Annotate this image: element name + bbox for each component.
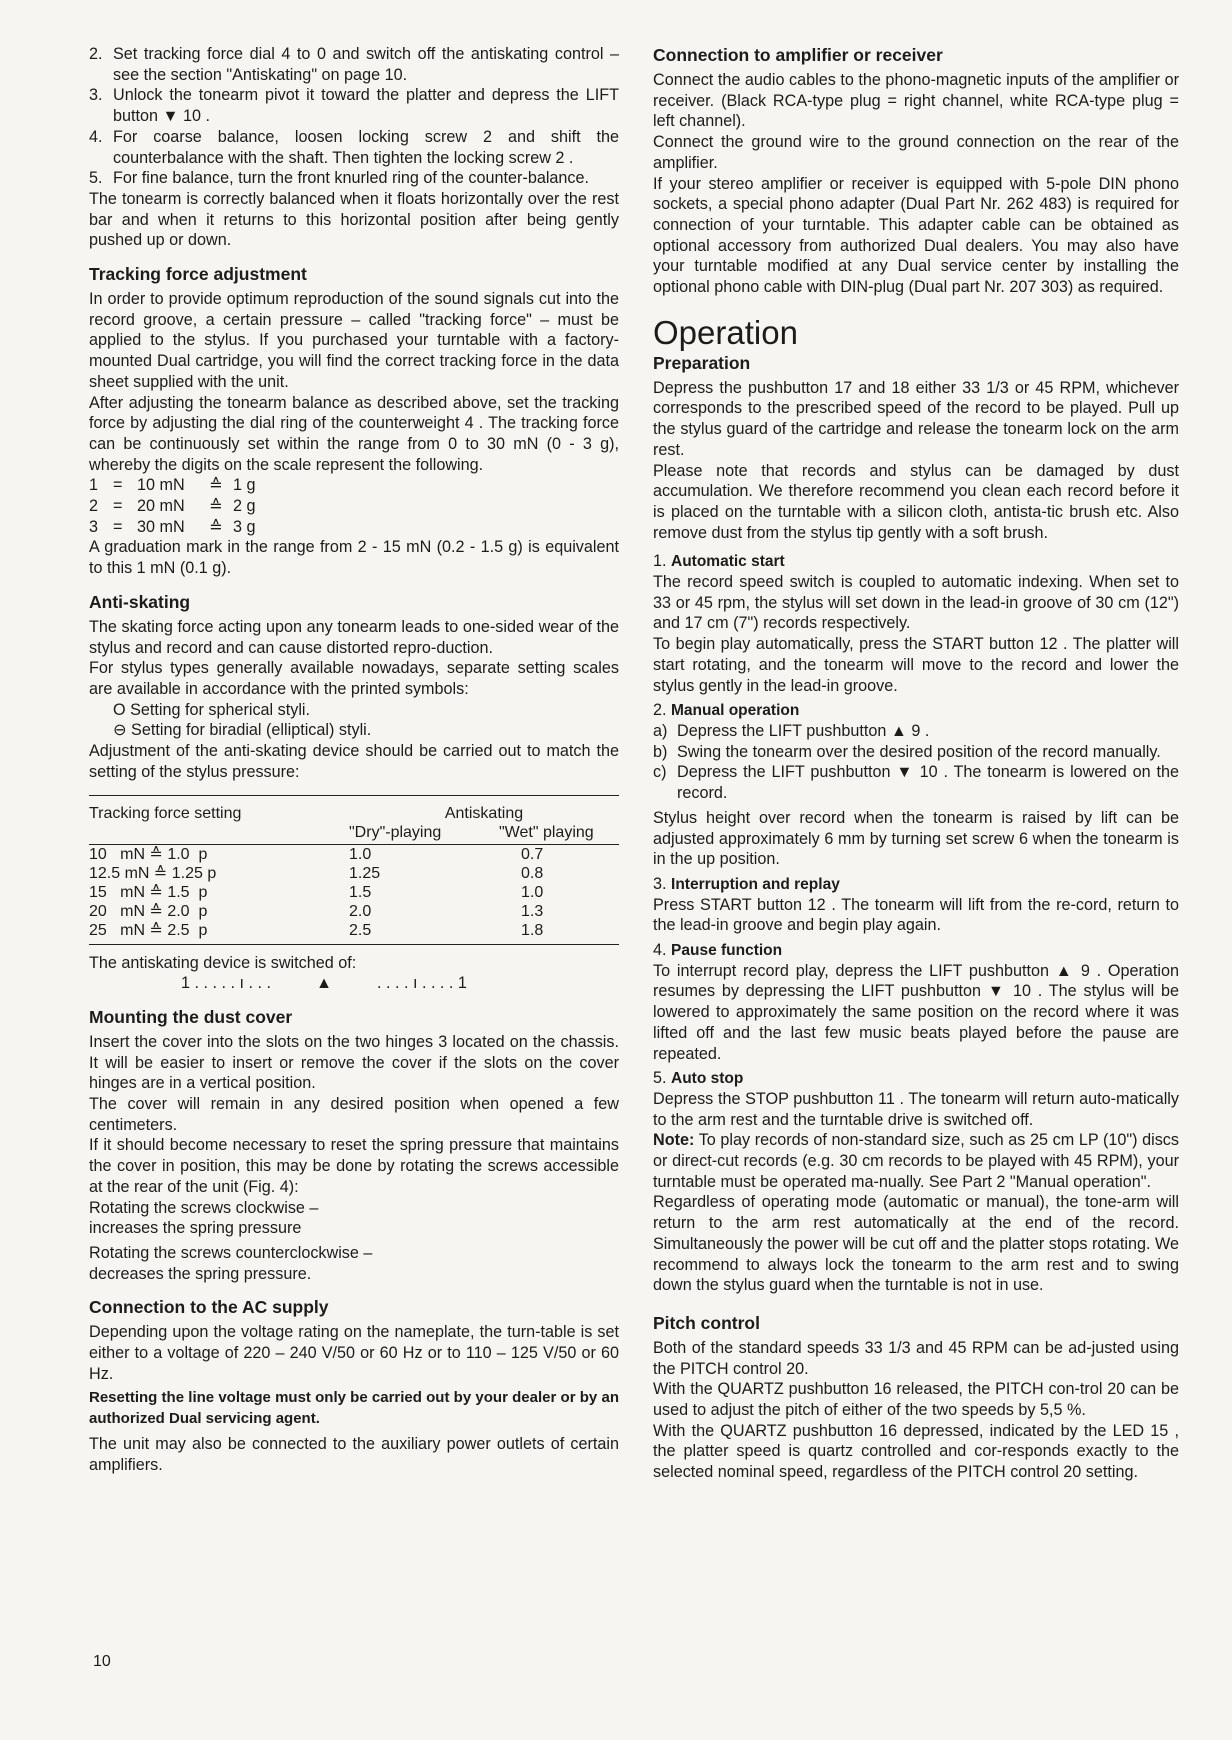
pitch-control-heading: Pitch control	[653, 1312, 760, 1333]
table-row: 25 mN ≙ 2.5 p 2.5 1.8	[89, 921, 544, 939]
tracking-paragraph-2: After adjusting the tonearm balance as described above, set the tracking force by adjusting the dial ring of the counterweight 4 . The tracking force can be continuously set within the range from 0 to 30 mN (0 - 3 g), whereby the digits on the scale represent the following.	[89, 393, 619, 474]
dust-counterclockwise: Rotating the screws counterclockwise –	[89, 1243, 373, 1262]
interruption-heading: 3. Interruption and replay	[653, 874, 840, 893]
automatic-paragraph-1: The record speed switch is coupled to automatic indexing. When set to 33 or 45 rpm, the stylus will set down in the lead-in groove of 30 cm (12") and 17 cm (7") records respectively.	[653, 573, 1179, 633]
table-row: 10 mN ≙ 1.0 p 1.0 0.7	[89, 845, 544, 863]
pitch-paragraph-3: With the QUARTZ pushbutton 16 depressed, indicated by the LED 15 , the platter speed is quartz controlled and cor-responds exactly to the selected nominal speed, regardless of the PITCH control 20 setting.	[653, 1421, 1179, 1482]
dust-paragraph-1: Insert the cover into the slots on the two hinges 3 located on the chassis. It will be easier to insert or remove the cover if the slots on the cover hinges are in a vertical position.	[89, 1032, 619, 1093]
tracking-heading: Tracking force adjustment	[89, 264, 307, 285]
note-paragraph: Note: To play records of non-standard size, such as 25 cm LP (10") discs or direct-cut records (e.g. 30 cm records to be played with 45 RPM), your turntable must be operated ma-nually. See Part 2 "Manual operation".	[653, 1131, 1179, 1191]
step-2: 2. Set tracking force dial 4 to 0 and switch off the antiskating control – see the section "Antiskating" on page 10.	[89, 45, 619, 84]
automatic-start-heading: 1. Automatic start	[653, 552, 785, 571]
graduation-note: A graduation mark in the range from 2 - 15 mN (0.2 - 1.5 g) is equivalent to this 1 mN (0.1 g).	[89, 538, 619, 578]
amplifier-paragraph-1: Connect the audio cables to the phono-magnetic inputs of the amplifier or receiver. (Black RCA-type plug = right channel, white RCA-type plug = left channel).	[653, 71, 1179, 131]
manual-step-a: a) Depress the LIFT pushbutton ▲ 9 .	[653, 721, 930, 740]
ac-supply-heading: Connection to the AC supply	[89, 1297, 329, 1318]
left-column	[89, 44, 619, 1475]
dust-clockwise: Rotating the screws clockwise –	[89, 1198, 319, 1217]
preparation-paragraph-2: Please note that records and stylus can be damaged by dust accumulation. We therefore recommend you clean each record before it is placed on the turntable with a silicon cloth, antista-tic brush etc. Also remove dust from the stylus tip gently with a soft brush.	[653, 461, 1179, 542]
amplifier-heading: Connection to amplifier or receiver	[653, 45, 943, 65]
table-row: 12.5 mN ≙ 1.25 p 1.25 0.8	[89, 864, 544, 882]
interruption-paragraph: Press START button 12 . The tonearm will lift from the re-cord, return to the lead-in groove and begin play again.	[653, 895, 1179, 935]
page-number: 10	[93, 1653, 111, 1670]
pause-paragraph: To interrupt record play, depress the LIFT pushbutton ▲ 9 . Operation resumes by depressing the LIFT pushbutton ▼ 10 . The stylus will be lowered to approximately the same position on the record where it was lifted off and the last few music beats played before the pause are repeated.	[653, 961, 1179, 1063]
amplifier-paragraph-2: Connect the ground wire to the ground connection on the rear of the amplifier.	[653, 133, 1179, 172]
equivalence-row: 1 = 10 mN ≙ 1 g	[89, 476, 256, 495]
balance-steps	[89, 44, 619, 189]
symbol-spherical: O Setting for spherical styli.	[113, 700, 311, 719]
symbol-biradial: ⊖ Setting for biradial (elliptical) styli.	[113, 721, 372, 740]
manual-step-b: b) Swing the tonearm over the desired position of the record manually.	[653, 742, 1161, 761]
table-row: 20 mN ≙ 2.0 p 2.0 1.3	[89, 902, 544, 920]
operation-title: Operation	[653, 313, 798, 351]
amplifier-paragraph-3: If your stereo amplifier or receiver is equipped with 5-pole DIN phono sockets, a special phono adapter (Dual Part Nr. 262 483) is required for connection of your turntable. This adapter cable can be obtained as optional accessory from authorized Dual dealers. You may also have your turntable modified at any Dual service center by installing the optional phono cable with DIN-plug (Dual part Nr. 207 303) as required.	[653, 174, 1179, 297]
regardless-paragraph: Regardless of operating mode (automatic or manual), the tone-arm will return to the arm rest automatically at the end of the record. Simultaneously the power will be cut off and the platter stops rotating. We recommend to always lock the tonearm to the arm rest and to swing down the stylus guard when the turntable is not in use.	[653, 1193, 1179, 1295]
equivalence-row: 3 = 30 mN ≙ 3 g	[89, 517, 256, 536]
manual-operation-heading: 2. Manual operation	[653, 701, 800, 720]
antiskating-table	[89, 804, 619, 940]
dust-paragraph-2: The cover will remain in any desired position when opened a few centimeters.	[89, 1095, 619, 1134]
table-header-antiskating: Antiskating	[444, 804, 524, 822]
dust-counterclockwise-effect: decreases the spring pressure.	[89, 1264, 312, 1283]
table-header-wet: "Wet" playing	[499, 823, 594, 841]
auto-stop-heading: 5. Auto stop	[653, 1069, 744, 1088]
dust-cover-heading: Mounting the dust cover	[89, 1006, 293, 1027]
step-3: 3. Unlock the tonearm pivot it toward the platter and depress the LIFT button ▼ 10 .	[89, 86, 619, 126]
tracking-paragraph-1: In order to provide optimum reproduction of the sound signals cut into the record groove, a certain pressure – called "tracking force" – must be applied to the stylus. If you purchased your turntable with a factory-mounted Dual cartridge, you will find the correct tracking force in the data sheet supplied with the unit.	[89, 290, 619, 391]
table-header-force: Tracking force setting	[89, 804, 242, 822]
ac-paragraph-1: Depending upon the voltage rating on the nameplate, the turn-table is set either to a voltage of 220 – 240 V/50 or 60 Hz or to 110 – 125 V/50 or 60 Hz.	[89, 1323, 619, 1383]
antiskating-heading: Anti-skating	[89, 591, 191, 612]
switched-off-note: The antiskating device is switched of:	[89, 953, 357, 972]
equivalence-list	[89, 475, 619, 537]
pause-heading: 4. Pause function	[653, 941, 783, 960]
antiskating-paragraph-2: For stylus types generally available nowadays, separate setting scales are available in accordance with the printed symbols:	[89, 659, 619, 698]
dust-paragraph-3: If it should become necessary to reset the spring pressure that maintains the cover in position, this may be done by rotating the screws accessible at the rear of the unit (Fig. 4):	[89, 1136, 619, 1196]
right-column	[653, 44, 1179, 1483]
antiskating-paragraph-3: Adjustment of the anti-skating device should be carried out to match the setting of the stylus pressure:	[89, 742, 619, 781]
equivalence-row: 2 = 20 mN ≙ 2 g	[89, 497, 256, 516]
auto-stop-paragraph: Depress the STOP pushbutton 11 . The tonearm will return auto-matically to the arm rest and the turntable drive is switched off.	[653, 1089, 1179, 1129]
automatic-paragraph-2: To begin play automatically, press the START button 12 . The platter will start rotating, and the tonearm will move to the record and lower the stylus gently in the lead-in groove.	[653, 635, 1179, 695]
preparation-paragraph-1: Depress the pushbutton 17 and 18 either 33 1/3 or 45 RPM, whichever corresponds to the prescribed speed of the record to be played. Pull up the stylus guard of the cartridge and release the tonearm lock on the arm rest.	[653, 378, 1179, 459]
manual-step-c: c) Depress the LIFT pushbutton ▼ 10 . The tonearm is lowered on the record.	[653, 763, 1179, 803]
pitch-paragraph-2: With the QUARTZ pushbutton 16 released, the PITCH con-trol 20 can be used to adjust the pitch of either of the two speeds by 5,5 %.	[653, 1380, 1179, 1420]
ac-warning: Resetting the line voltage must only be carried out by your dealer or by an authorized Dual servicing agent.	[89, 1389, 619, 1428]
preparation-heading: Preparation	[653, 352, 751, 373]
antiskating-paragraph-1: The skating force acting upon any tonearm leads to one-sided wear of the stylus and record and can cause distorted repro-duction.	[89, 617, 619, 657]
switch-scale: 1 . . . . . ı . . . ▲ . . . . ı . . . . 1	[181, 974, 467, 993]
step-4: 4. For coarse balance, loosen locking screw 2 and shift the counterbalance with the shaft. Then tighten the locking screw 2 .	[89, 127, 619, 167]
ac-paragraph-2: The unit may also be connected to the auxiliary power outlets of certain amplifiers.	[89, 1434, 619, 1474]
dust-clockwise-effect: increases the spring pressure	[89, 1219, 302, 1238]
step-5: 5. For fine balance, turn the front knurled ring of the counter-balance.	[89, 169, 590, 188]
table-header-dry: "Dry"-playing	[349, 823, 442, 841]
manual-paragraph: Stylus height over record when the tonearm is raised by lift can be adjusted approximately 6 mm by turning set screw 6 when the tonearm is in the up position.	[653, 808, 1179, 869]
pitch-paragraph-1: Both of the standard speeds 33 1/3 and 45 RPM can be ad-justed using the PITCH control 20.	[653, 1338, 1179, 1378]
balance-note: The tonearm is correctly balanced when it floats horizontally over the rest bar and when it returns to this horizontal position after being gently pushed up or down.	[89, 189, 619, 250]
table-row: 15 mN ≙ 1.5 p 1.5 1.0	[89, 883, 544, 901]
